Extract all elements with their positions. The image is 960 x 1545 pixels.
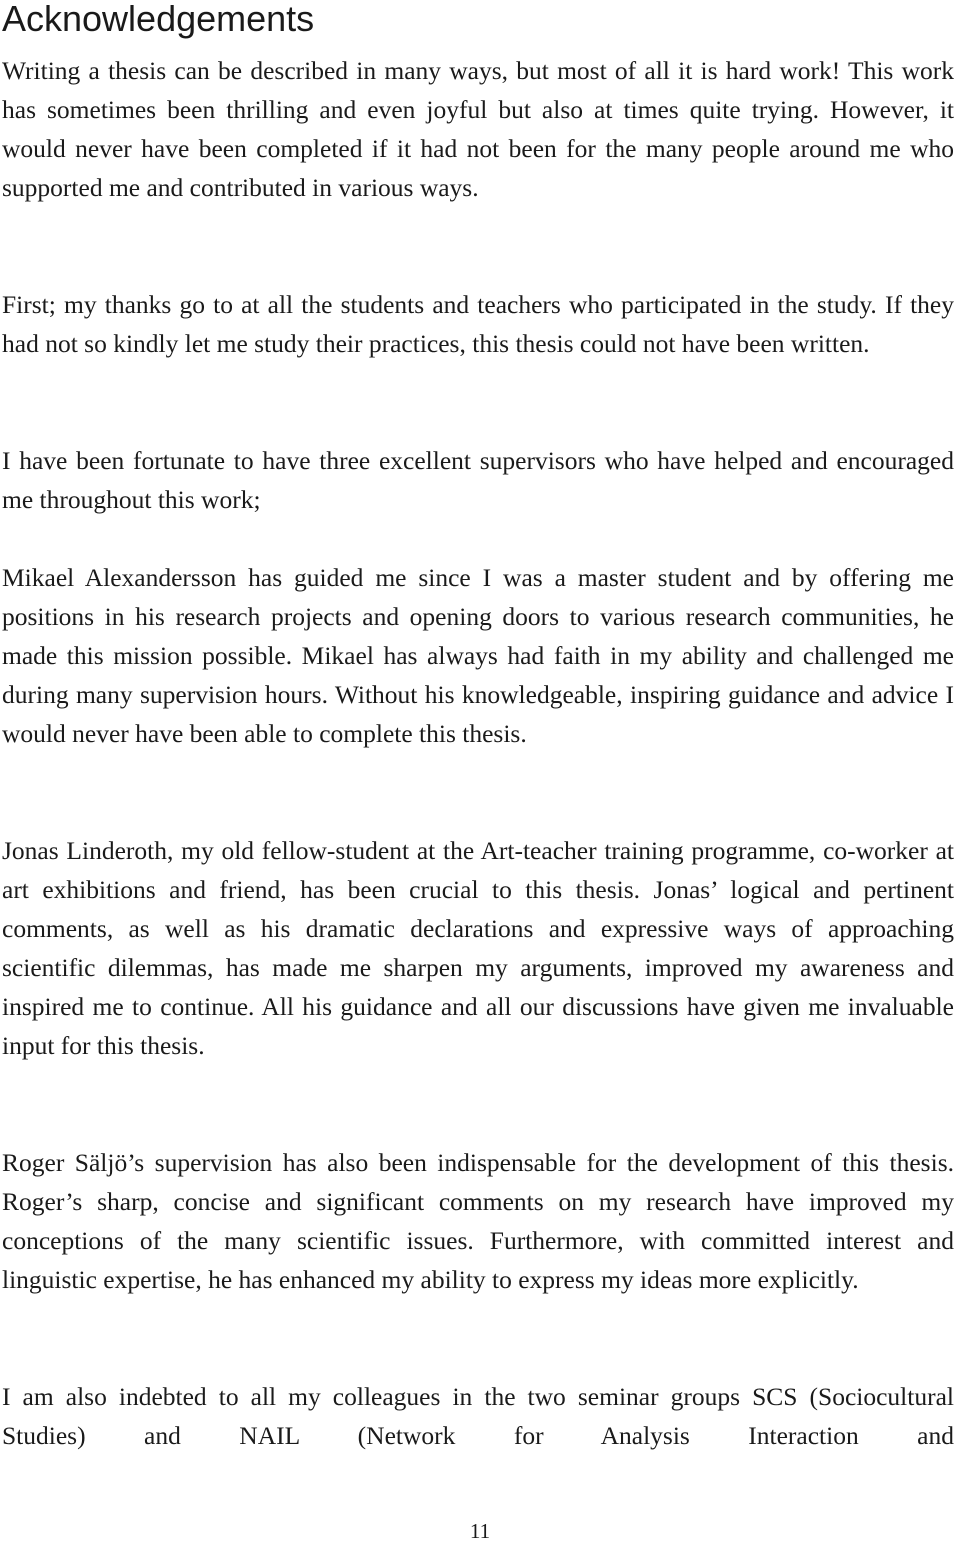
paragraph-roger: Roger Säljö’s supervision has also been indispensable for the development of this thesis. Roger’s sharp, concise and significant comments on my research have improved my conceptions of the many scientific issues. Furthermore, with committed interest and linguistic expertise, he has enhanced my ability to express my ideas more explicitly. [2,1148,954,1294]
page-number: 11 [469,1519,491,1543]
paragraph-jonas: Jonas Linderoth, my old fellow-student at the Art-teacher training programme, co-worker at art exhibitions and friend, has been crucial to this thesis. Jonas’ logical and pertinent comments, as well as his dramatic declarations and expressive ways of approaching scientific dilemmas, has made me sharpen my arguments, improved my awareness and inspired me to continue. All his guidance and all our discussions have given me invaluable input for this thesis. [2,836,954,1060]
paragraph-intro: Writing a thesis can be described in many ways, but most of all it is hard work! This work has sometimes been thrilling and even joyful but also at times quite trying. However, it would never have been completed if it had not been for the many people around me who supported me and contributed in various ways. [2,56,954,202]
paragraph-colleagues: I am also indebted to all my colleagues in the two seminar groups SCS (Sociocultural Studies) and NAIL (Network for Analysis Interaction and [2,1382,954,1450]
paragraph-supervisors: I have been fortunate to have three excellent supervisors who have helped and encouraged me throughout this work; [2,446,954,514]
paragraph-participants: First; my thanks go to at all the students and teachers who participated in the study. If they had not so kindly let me study their practices, this thesis could not have been written. [2,290,954,358]
page-title: Acknowledgements [2,0,315,39]
paragraph-mikael: Mikael Alexandersson has guided me since I was a master student and by offering me positions in his research projects and opening doors to various research communities, he made this mission possible. Mikael has always had faith in my ability and challenged me during many supervision hours. Without his knowledgeable, inspiring guidance and advice I would never have been able to complete this thesis. [2,563,954,748]
